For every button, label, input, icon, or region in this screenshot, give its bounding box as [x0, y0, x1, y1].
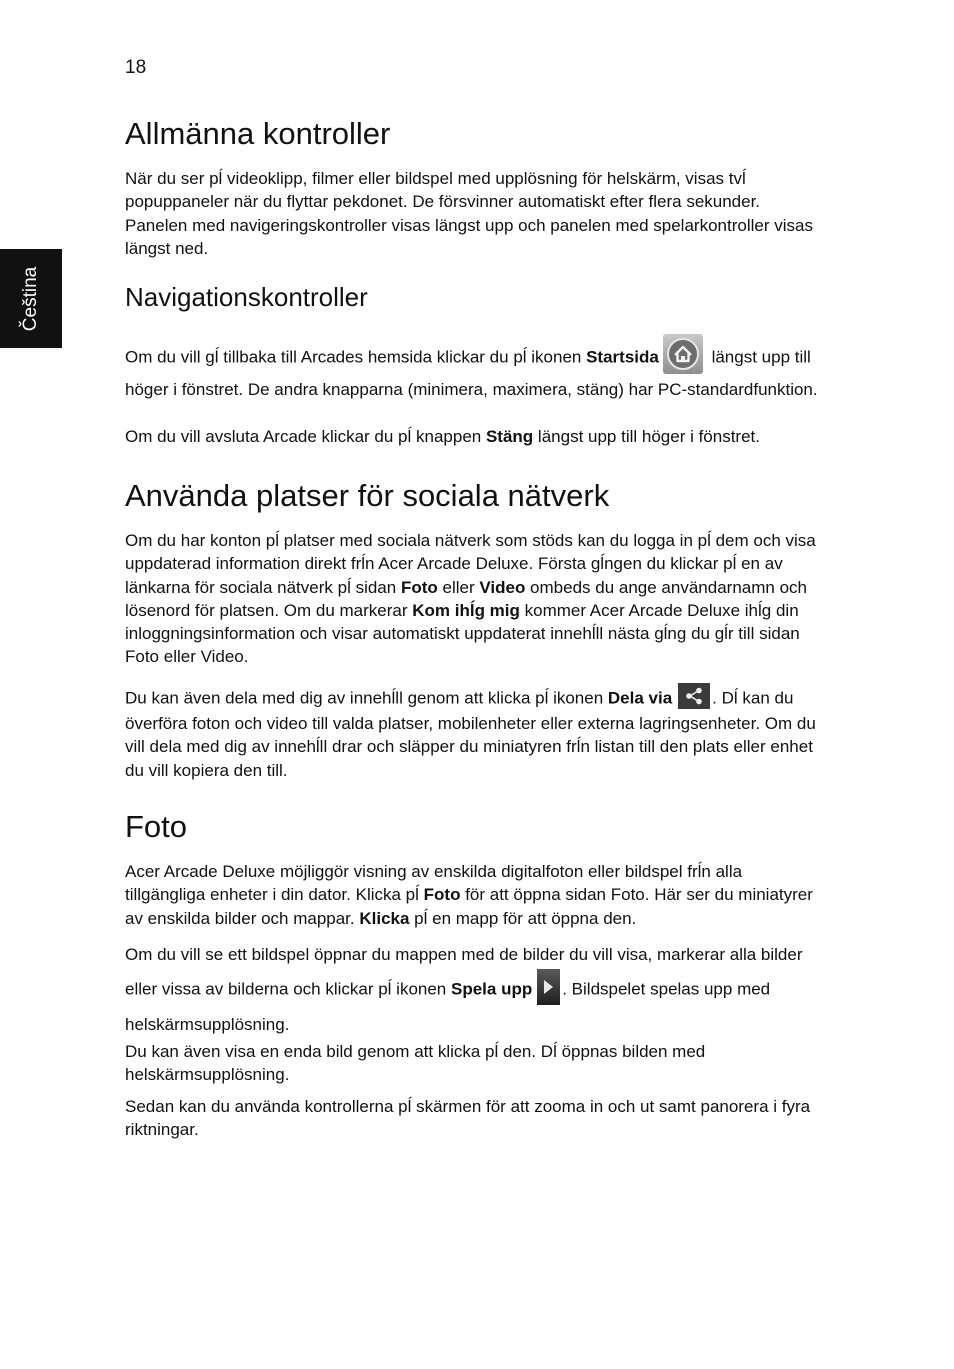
text: Du kan även dela med dig av innehĺll genom att klicka pĺ ikonen — [125, 688, 608, 708]
text: Om du har konton pĺ platser med sociala nätverk som stöds kan du logga in pĺ dem och visa uppdaterad information direkt frĺn Acer Arcade Deluxe. Första gĺngen du klickar pĺ en av länkarna för sociala nätverk pĺ sidan — [125, 531, 816, 597]
text: . Dĺ kan du överföra foton och video till valda platser, mobilenheter eller externa lagringsenheter. Om du vill dela med dig av innehĺll drar och släpper du miniatyren frĺn listan till den plats eller enhet du vill kopiera den till. — [125, 688, 816, 780]
bold-kom-ihag-mig: Kom ihĺg mig — [412, 600, 520, 620]
text: Om du vill se ett bildspel öppnar du mappen med de bilder du vill visa, markerar alla bilder eller vissa av bilderna och klickar pĺ ikonen — [125, 945, 803, 999]
bold-startsida: Startsida — [586, 347, 659, 367]
paragraph-bildspel — [125, 938, 825, 1042]
text: kommer Acer Arcade Deluxe ihĺg din inloggningsinformation och visar automatiskt uppdaterat innehĺll nästa gĺng du gĺr till sidan Foto eller Video. — [125, 600, 800, 667]
bold-dela-via: Dela via — [607, 688, 673, 708]
text: ombeds du ange användarnamn och lösenord för platsen. Om du markerar — [125, 577, 807, 620]
play-icon — [537, 969, 560, 1005]
side-tab-label: Čeština — [20, 266, 42, 331]
bold-spela-upp: Spela upp — [451, 979, 533, 999]
heading-foto: Foto — [125, 809, 188, 844]
bold-stang: Stäng — [485, 427, 534, 446]
paragraph-enda-bild: Du kan även visa en enda bild genom att klicka pĺ den. Dĺ öppnas bilden med helskärmsupplösning. — [125, 1042, 706, 1085]
text: Acer Arcade Deluxe möjliggör visning av enskilda digitalfoton eller bildspel frĺn alla tillgängliga enheter i din dator. Klicka pĺ — [125, 862, 743, 905]
text: pĺ en mapp för att öppna den. — [409, 908, 637, 928]
text: längst upp till höger i fönstret. — [533, 427, 760, 446]
text: Om du vill gĺ tillbaka till Arcades hemsida klickar du pĺ ikonen — [125, 347, 587, 367]
home-icon — [663, 334, 703, 374]
heading-sociala-natverk: Använda platser för sociala nätverk — [125, 478, 610, 513]
paragraph-sociala-natverk — [125, 529, 825, 669]
paragraph-stang — [125, 425, 825, 448]
paragraph-dela-via — [125, 686, 825, 782]
text: längst upp till höger i fönstret. De andra knapparna (minimera, maximera, stäng) har PC-standardfunktion. — [125, 347, 818, 399]
paragraph-startsida — [125, 338, 825, 401]
heading-navigationskontroller: Navigationskontroller — [125, 282, 368, 312]
text: . Bildspelet spelas upp med helskärmsupplösning. — [125, 979, 771, 1034]
paragraph-foto-intro — [125, 860, 825, 930]
text: Om du vill avsluta Arcade klickar du pĺ knappen — [125, 427, 486, 446]
bold-foto: Foto — [423, 885, 461, 905]
paragraph-kontroller: Sedan kan du använda kontrollerna pĺ skärmen för att zooma in och ut samt panorera i fyra riktningar. — [125, 1097, 811, 1140]
bold-klicka: Klicka — [359, 908, 410, 928]
heading-allmanna-kontroller: Allmänna kontroller — [125, 116, 391, 151]
bold-video: Video — [479, 577, 526, 597]
text: för att öppna sidan Foto. Här ser du miniatyrer av enskilda bilder och mappar. — [125, 885, 813, 928]
share-icon — [678, 683, 710, 709]
language-side-tab — [0, 249, 62, 348]
page-number: 18 — [125, 57, 147, 78]
bold-foto: Foto — [400, 577, 438, 597]
paragraph-intro: När du ser pĺ videoklipp, filmer eller bildspel med upplösning för helskärm, visas tvĺ popuppaneler när du flyttar pekdonet. De försvinner automatiskt efter flera sekunder. Panelen med navigeringskontroller visas längst upp och panelen med spelarkontroller visas längst ned. — [125, 169, 813, 258]
text: eller — [437, 577, 480, 597]
